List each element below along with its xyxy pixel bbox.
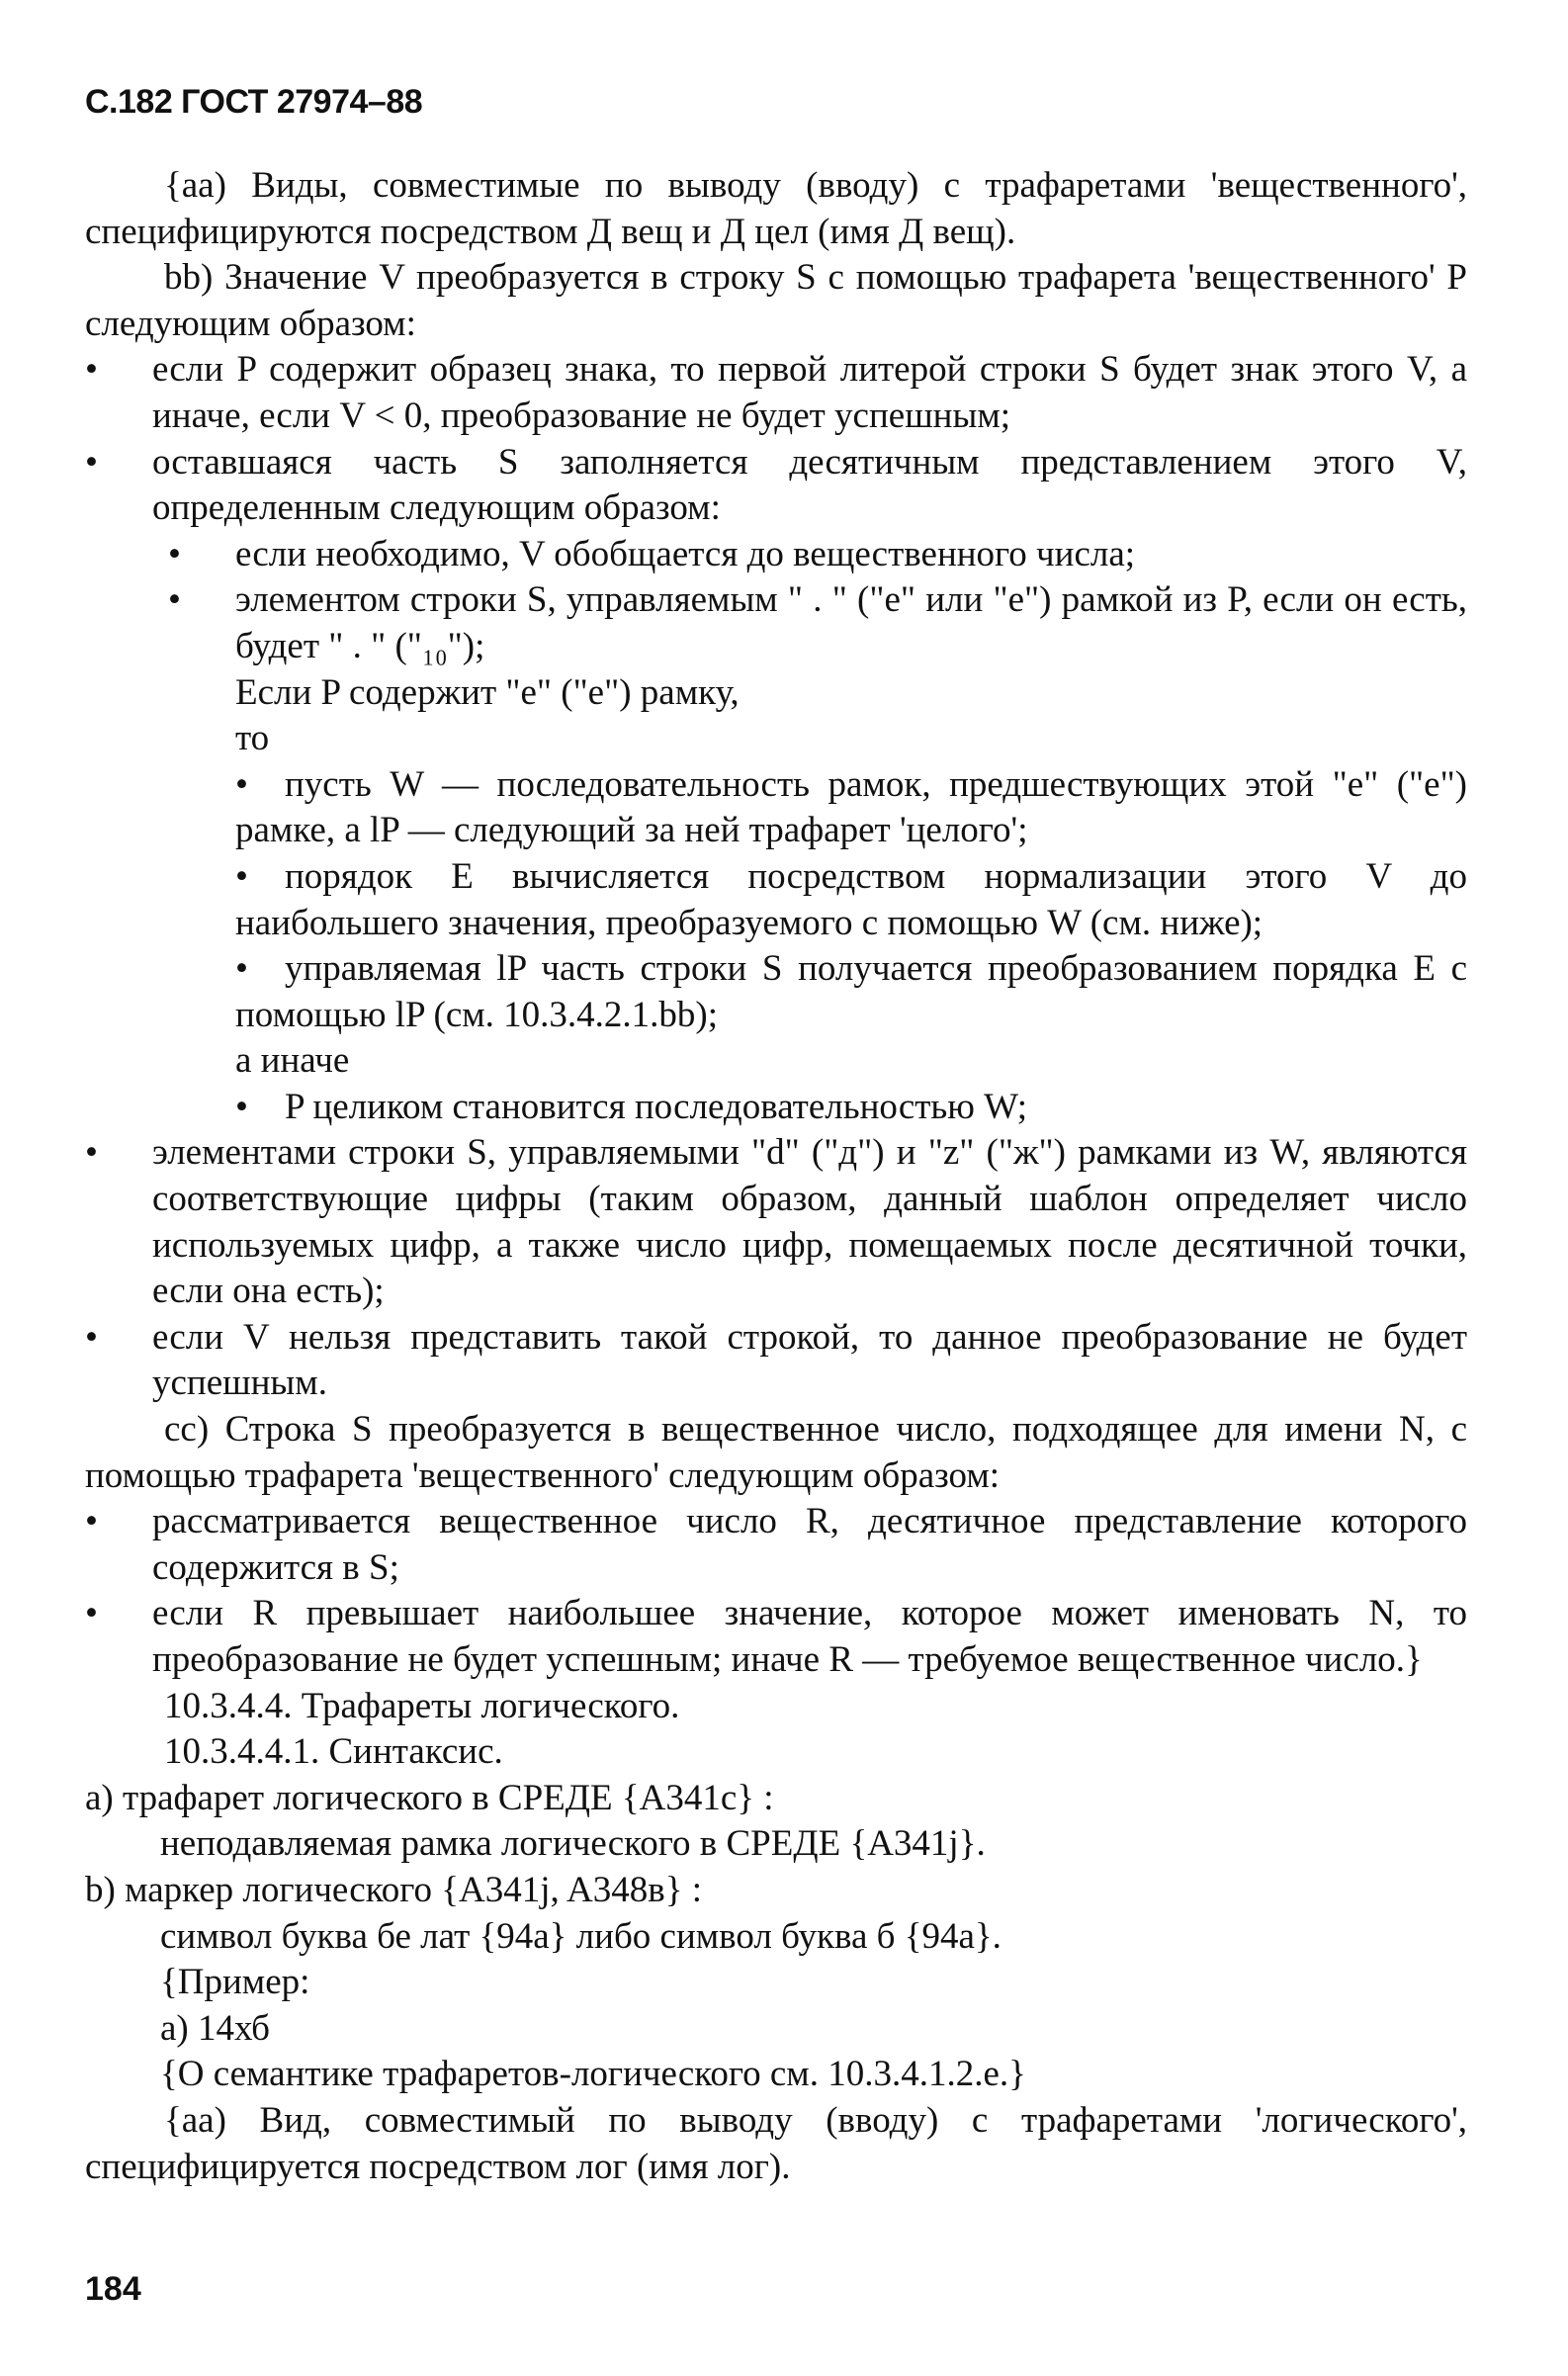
list-item-text: управляемая lP часть строки S получается преобразованием порядка E с помощью lP (см. 10.3.4.2.1.bb); [235, 948, 1467, 1035]
bullet-icon: • [85, 349, 98, 391]
bullet-icon: • [235, 948, 248, 990]
bullet-icon: • [85, 1316, 98, 1358]
list-item [85, 532, 1467, 578]
paragraph-bb: bb) Значение V преобразуется в строку S с помощью трафарета 'вещественного' P следующим образом: [85, 257, 1467, 344]
example-label: {Пример: [160, 1962, 310, 2003]
list-item [85, 347, 1467, 439]
bullet-icon: • [85, 1132, 98, 1174]
list-item-text: порядок E вычисляется посредством нормализации этого V до наибольшего значения, преобразуемого с помощью W (см. ниже); [235, 855, 1467, 943]
list-item-text: пусть W — последовательность рамок, предшествующих этой "е" ("е") рамке, а lP — следующий за ней трафарет 'целого'; [235, 763, 1467, 851]
syntax-rule-body: символ буква бе лат {94a} либо символ буква б {94a}. [160, 1915, 1002, 1957]
list-item-text: если V нельзя представить такой строкой, то данное преобразование не будет успешным. [152, 1316, 1467, 1404]
example-line: a) 14хб [160, 2007, 270, 2049]
document-body [85, 163, 1467, 2190]
paragraph-aa: {aa) Виды, совместимые по выводу (вводу) с трафаретами 'вещественного', специфицируются посредством Д вещ и Д цел (имя Д вещ). [85, 165, 1467, 252]
list-item-text: если P содержит образец знака, то первой литерой строки S будет знак этого V, а иначе, если V < 0, преобразование не будет успешным; [152, 349, 1467, 436]
section-heading: 10.3.4.4. Трафареты логического. [164, 1685, 680, 1726]
syntax-rule: a) трафарет логического в СРЕДЕ {A341c} : [85, 1777, 774, 1818]
list-item [85, 946, 1467, 1038]
list-item [85, 1085, 1467, 1131]
list-item [85, 1315, 1467, 1407]
syntax-rule-body: неподавляемая рамка логического в СРЕДЕ {A341j}. [160, 1823, 986, 1865]
bullet-icon: • [85, 441, 98, 483]
subsection-heading: 10.3.4.4.1. Синтаксис. [164, 1731, 503, 1773]
list-item [85, 577, 1467, 669]
bullet-icon: • [168, 579, 181, 621]
bullet-icon: • [85, 1593, 98, 1634]
bullet-icon: • [235, 763, 248, 805]
list-item-text: P целиком становится последовательностью W; [285, 1086, 1028, 1127]
bullet-icon: • [235, 855, 248, 897]
list-item [85, 762, 1467, 854]
list-item-text: элементами строки S, управляемыми "d" ("д") и "z" ("ж") рамками из W, являются соответствующие цифры (таким образом, данный шаблон определяет число используемых цифр, а также число цифр, помещаемых после десятичной точки, если она есть); [152, 1132, 1467, 1312]
bullet-icon: • [168, 533, 181, 574]
paragraph-cc: cc) Строка S преобразуется в вещественное число, подходящее для имени N, с помощью трафарета 'вещественного' следующим образом: [85, 1409, 1467, 1496]
text-line: а иначе [235, 1040, 350, 1082]
bullet-icon: • [85, 1501, 98, 1542]
list-item-text: рассматривается вещественное число R, десятичное представление которого содержится в S; [152, 1501, 1467, 1588]
list-item-text: оставшаяся часть S заполняется десятичным представлением этого V, определенным следующим образом: [152, 441, 1467, 529]
list-item [85, 1591, 1467, 1683]
paragraph-aa-logical: {aa) Вид, совместимый по выводу (вводу) с трафаретами 'логического', специфицируется посредством лог (имя лог). [85, 2099, 1467, 2187]
text-line: то [235, 718, 270, 759]
page-header: С.182 ГОСТ 27974–88 [85, 83, 423, 121]
list-item [85, 1499, 1467, 1591]
semantics-note: {О семантике трафаретов-логического см. 10.3.4.1.2.e.} [160, 2054, 1026, 2095]
list-item [85, 854, 1467, 946]
list-item-text: если R превышает наибольшее значение, которое может именовать N, то преобразование не будет успешным; иначе R — требуемое вещественное число.} [152, 1593, 1467, 1680]
list-item [85, 1130, 1467, 1314]
page-number: 184 [85, 2270, 141, 2308]
text-line: Если P содержит "е" ("е") рамку, [235, 671, 740, 713]
list-item [85, 440, 1467, 532]
list-item-text: если необходимо, V обобщается до вещественного числа; [235, 533, 1136, 574]
bullet-icon: • [235, 1086, 248, 1127]
list-item-text: элементом строки S, управляемым " . " ("е" или "е") рамкой из P, если он есть, будет " . " ("₁₀"); [235, 579, 1467, 666]
syntax-rule: b) маркер логического {A341j, A348в} : [85, 1869, 702, 1910]
